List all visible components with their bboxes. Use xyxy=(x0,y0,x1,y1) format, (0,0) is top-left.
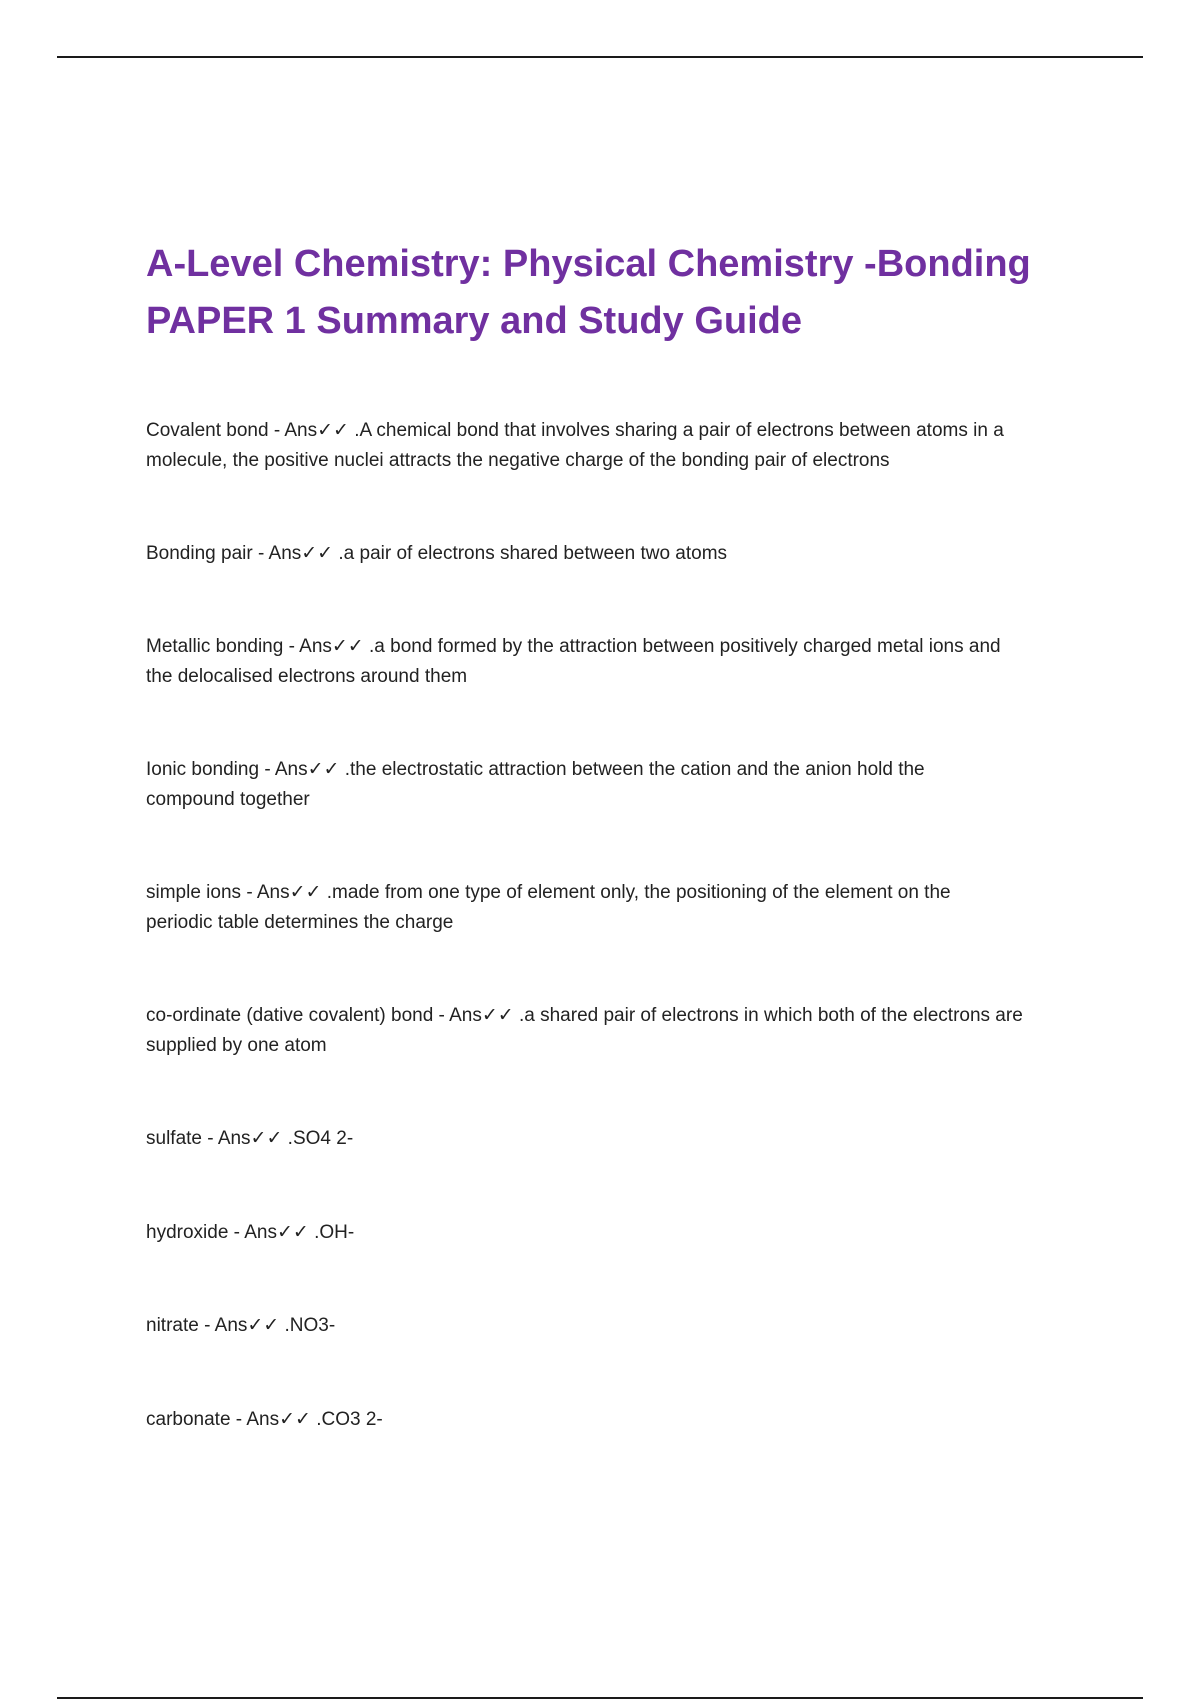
entry-line: periodic table determines the charge xyxy=(146,912,454,933)
entry-line: co-ordinate (dative covalent) bond - Ans✓✓ .a shared pair of electrons in which both of the electrons are xyxy=(146,1005,1023,1026)
entry-metallic-bonding xyxy=(146,632,1096,692)
bottom-rule xyxy=(57,1697,1143,1699)
entry-hydroxide xyxy=(146,1218,1096,1248)
entry-carbonate xyxy=(146,1405,1096,1435)
entry-line: nitrate - Ans✓✓ .NO3- xyxy=(146,1315,336,1336)
entry-line: Metallic bonding - Ans✓✓ .a bond formed by the attraction between positively charged metal ions and xyxy=(146,636,1001,657)
entry-line: compound together xyxy=(146,789,310,810)
entry-simple-ions xyxy=(146,878,1096,938)
entry-line: Covalent bond - Ans✓✓ .A chemical bond that involves sharing a pair of electrons between atoms in a xyxy=(146,420,1004,441)
entry-sulfate xyxy=(146,1124,1096,1154)
document-title xyxy=(146,236,1106,350)
entry-coordinate-bond xyxy=(146,1001,1096,1061)
title-line-1: A-Level Chemistry: Physical Chemistry -Bonding xyxy=(146,243,1031,285)
entry-line: hydroxide - Ans✓✓ .OH- xyxy=(146,1222,355,1243)
entry-line: molecule, the positive nuclei attracts the negative charge of the bonding pair of electrons xyxy=(146,450,890,471)
entry-line: Bonding pair - Ans✓✓ .a pair of electrons shared between two atoms xyxy=(146,543,728,564)
entry-covalent-bond xyxy=(146,416,1096,476)
entry-line: simple ions - Ans✓✓ .made from one type of element only, the positioning of the element on the xyxy=(146,882,951,903)
title-line-2: PAPER 1 Summary and Study Guide xyxy=(146,300,803,342)
entry-line: Ionic bonding - Ans✓✓ .the electrostatic attraction between the cation and the anion hold the xyxy=(146,759,925,780)
entry-nitrate xyxy=(146,1311,1096,1341)
entry-line: the delocalised electrons around them xyxy=(146,666,468,687)
entry-bonding-pair xyxy=(146,539,1096,569)
entry-line: supplied by one atom xyxy=(146,1035,327,1056)
entry-line: sulfate - Ans✓✓ .SO4 2- xyxy=(146,1128,354,1149)
entry-ionic-bonding xyxy=(146,755,1096,815)
entry-line: carbonate - Ans✓✓ .CO3 2- xyxy=(146,1409,383,1430)
top-rule xyxy=(57,56,1143,58)
